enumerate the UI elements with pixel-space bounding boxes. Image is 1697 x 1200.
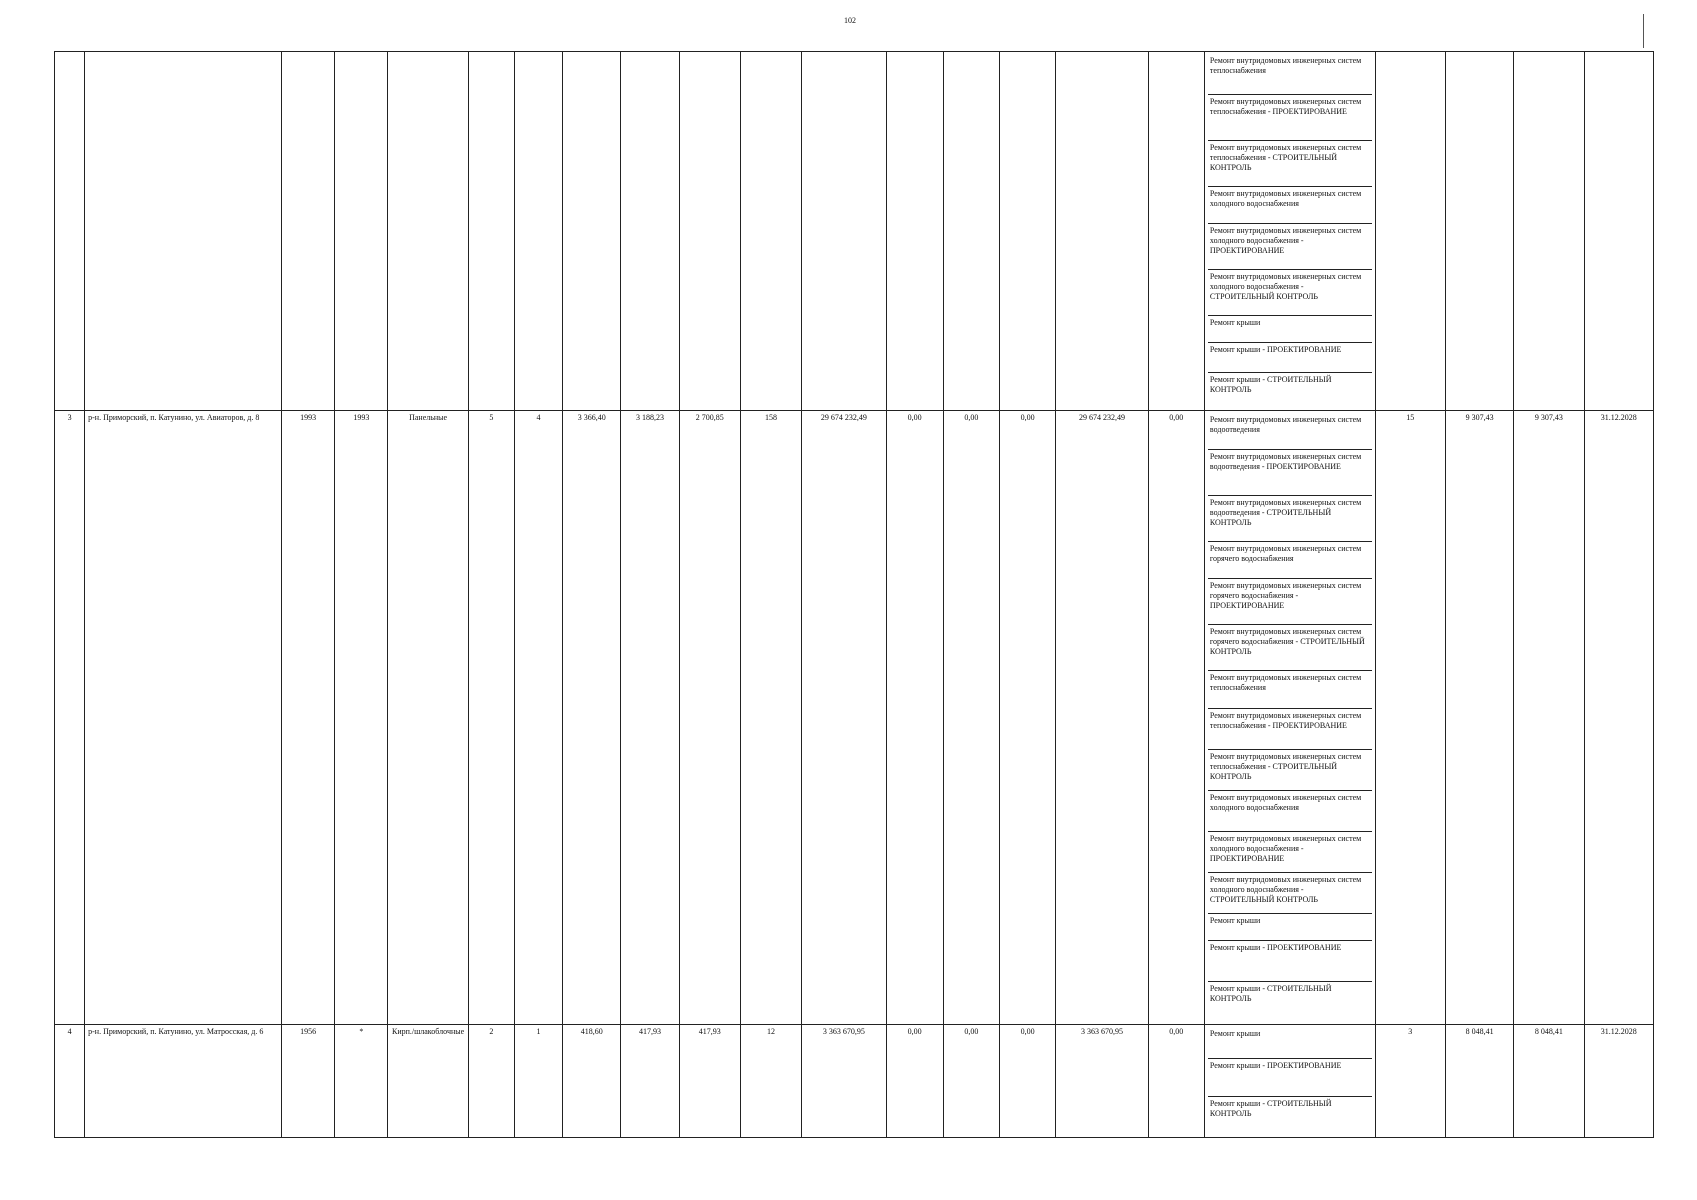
- work-item: Ремонт крыши - СТРОИТЕЛЬНЫЙ КОНТРОЛЬ: [1209, 375, 1332, 394]
- cell-area_total: [563, 52, 621, 411]
- cell-year_reconstruction: 1993: [335, 411, 388, 1025]
- cell-area_premises: 417,93: [621, 1025, 679, 1138]
- cell-entrances: [514, 52, 562, 411]
- work-item: Ремонт крыши: [1208, 1027, 1372, 1059]
- cell-unit_cost_limit: 8 048,41: [1514, 1025, 1584, 1138]
- cell-wall_material: Панельные: [388, 411, 468, 1025]
- works-cell: [1204, 411, 1375, 1025]
- cell-cost_regional: 0,00: [943, 411, 999, 1025]
- cell-wall_material: Кирп./шлакоблочные: [388, 1025, 468, 1138]
- cell-area_total: 418,60: [563, 1025, 621, 1138]
- work-item: Ремонт внутридомовых инженерных систем теплоснабжения: [1208, 671, 1372, 709]
- capital-repair-table: [54, 51, 1654, 1138]
- cell-area_premises: 3 188,23: [621, 411, 679, 1025]
- work-item: Ремонт крыши: [1208, 914, 1372, 941]
- cell-floors: 2: [468, 1025, 514, 1138]
- cell-work_count: 15: [1375, 411, 1445, 1025]
- cell-area_total: 3 366,40: [563, 411, 621, 1025]
- cell-address: р-н. Приморский, п. Катунино, ул. Авиаторов, д. 8: [85, 411, 282, 1025]
- table-row: [55, 411, 1654, 1025]
- work-item: Ремонт внутридомовых инженерных систем холодного водоснабжения - ПРОЕКТИРОВАНИЕ: [1208, 832, 1372, 873]
- work-item: Ремонт внутридомовых инженерных систем горячего водоснабжения - СТРОИТЕЛЬНЫЙ КОНТРОЛЬ: [1208, 625, 1372, 671]
- cell-area_premises: [621, 52, 679, 411]
- cell-address: [85, 52, 282, 411]
- cell-unit_cost: 8 048,41: [1445, 1025, 1513, 1138]
- cell-unit_cost_limit: [1514, 52, 1584, 411]
- works-list: [1208, 1027, 1372, 1135]
- works-list: [1208, 413, 1372, 1022]
- cell-deadline: [1584, 52, 1653, 411]
- work-item: Ремонт внутридомовых инженерных систем холодного водоснабжения: [1208, 791, 1372, 832]
- cell-year_reconstruction: *: [335, 1025, 388, 1138]
- cell-floors: 5: [468, 411, 514, 1025]
- corner-mark: [1637, 14, 1644, 48]
- cell-cost_total: 29 674 232,49: [802, 411, 886, 1025]
- work-item: Ремонт внутридомовых инженерных систем теплоснабжения: [1208, 54, 1372, 95]
- cell-cost_federal: 0,00: [886, 411, 943, 1025]
- cell-area_residential: 2 700,85: [679, 411, 740, 1025]
- work-item: Ремонт внутридомовых инженерных систем холодного водоснабжения - ПРОЕКТИРОВАНИЕ: [1208, 224, 1372, 270]
- work-item: Ремонт внутридомовых инженерных систем горячего водоснабжения - ПРОЕКТИРОВАНИЕ: [1208, 579, 1372, 625]
- work-item: Ремонт внутридомовых инженерных систем водоотведения: [1208, 413, 1372, 450]
- cell-entrances: 4: [514, 411, 562, 1025]
- cell-wall_material: [388, 52, 468, 411]
- cell-cost_owners: [1056, 52, 1148, 411]
- cell-year_reconstruction: [335, 52, 388, 411]
- work-item: Ремонт внутридомовых инженерных систем водоотведения - СТРОИТЕЛЬНЫЙ КОНТРОЛЬ: [1208, 496, 1372, 542]
- table-row-continuation: [55, 52, 1654, 411]
- cell-cost_federal: [886, 52, 943, 411]
- works-cell: [1204, 52, 1375, 411]
- work-item: Ремонт внутридомовых инженерных систем холодного водоснабжения - СТРОИТЕЛЬНЫЙ КОНТРОЛЬ: [1208, 873, 1372, 914]
- cell-cost_other: [1148, 52, 1204, 411]
- cell-cost_local: [1000, 52, 1056, 411]
- cell-residents: 158: [740, 411, 801, 1025]
- work-item: Ремонт внутридомовых инженерных систем водоотведения - ПРОЕКТИРОВАНИЕ: [1208, 450, 1372, 496]
- works-cell: [1204, 1025, 1375, 1138]
- work-item: Ремонт крыши - СТРОИТЕЛЬНЫЙ КОНТРОЛЬ: [1209, 1099, 1332, 1118]
- cell-year_built: [281, 52, 334, 411]
- work-item: Ремонт внутридомовых инженерных систем горячего водоснабжения: [1208, 542, 1372, 579]
- cell-no: 4: [55, 1025, 85, 1138]
- cell-no: 3: [55, 411, 85, 1025]
- work-item: Ремонт крыши - ПРОЕКТИРОВАНИЕ: [1208, 343, 1372, 373]
- cell-area_residential: 417,93: [679, 1025, 740, 1138]
- work-item: Ремонт внутридомовых инженерных систем холодного водоснабжения: [1208, 187, 1372, 224]
- cell-cost_owners: 29 674 232,49: [1056, 411, 1148, 1025]
- cell-deadline: 31.12.2028: [1584, 1025, 1653, 1138]
- works-list: [1208, 54, 1372, 408]
- work-item: Ремонт крыши - ПРОЕКТИРОВАНИЕ: [1208, 941, 1372, 982]
- cell-cost_total: [802, 52, 886, 411]
- cell-entrances: 1: [514, 1025, 562, 1138]
- cell-residents: [740, 52, 801, 411]
- work-item: Ремонт внутридомовых инженерных систем теплоснабжения - ПРОЕКТИРОВАНИЕ: [1208, 709, 1372, 750]
- cell-cost_local: 0,00: [1000, 411, 1056, 1025]
- cell-area_residential: [679, 52, 740, 411]
- cell-cost_other: 0,00: [1148, 1025, 1204, 1138]
- cell-deadline: 31.12.2028: [1584, 411, 1653, 1025]
- page-number: 102: [844, 16, 856, 25]
- cell-address: р-н. Приморский, п. Катунино, ул. Матросская, д. 6: [85, 1025, 282, 1138]
- cell-year_built: 1993: [281, 411, 334, 1025]
- work-item: Ремонт крыши - СТРОИТЕЛЬНЫЙ КОНТРОЛЬ: [1209, 984, 1332, 1003]
- cell-unit_cost: [1445, 52, 1513, 411]
- cell-residents: 12: [740, 1025, 801, 1138]
- cell-cost_federal: 0,00: [886, 1025, 943, 1138]
- cell-year_built: 1956: [281, 1025, 334, 1138]
- cell-work_count: [1375, 52, 1445, 411]
- cell-no: [55, 52, 85, 411]
- cell-unit_cost_limit: 9 307,43: [1514, 411, 1584, 1025]
- work-item: Ремонт внутридомовых инженерных систем теплоснабжения - СТРОИТЕЛЬНЫЙ КОНТРОЛЬ: [1208, 750, 1372, 791]
- cell-cost_other: 0,00: [1148, 411, 1204, 1025]
- work-item: Ремонт внутридомовых инженерных систем теплоснабжения - ПРОЕКТИРОВАНИЕ: [1208, 95, 1372, 141]
- work-item: Ремонт крыши: [1208, 316, 1372, 343]
- cell-unit_cost: 9 307,43: [1445, 411, 1513, 1025]
- cell-cost_regional: [943, 52, 999, 411]
- cell-cost_owners: 3 363 670,95: [1056, 1025, 1148, 1138]
- cell-cost_regional: 0,00: [943, 1025, 999, 1138]
- work-item: Ремонт внутридомовых инженерных систем теплоснабжения - СТРОИТЕЛЬНЫЙ КОНТРОЛЬ: [1208, 141, 1372, 187]
- cell-work_count: 3: [1375, 1025, 1445, 1138]
- cell-cost_local: 0,00: [1000, 1025, 1056, 1138]
- work-item: Ремонт крыши - ПРОЕКТИРОВАНИЕ: [1208, 1059, 1372, 1097]
- work-item: Ремонт внутридомовых инженерных систем холодного водоснабжения - СТРОИТЕЛЬНЫЙ КОНТРОЛЬ: [1208, 270, 1372, 316]
- cell-cost_total: 3 363 670,95: [802, 1025, 886, 1138]
- cell-floors: [468, 52, 514, 411]
- table-row: [55, 1025, 1654, 1138]
